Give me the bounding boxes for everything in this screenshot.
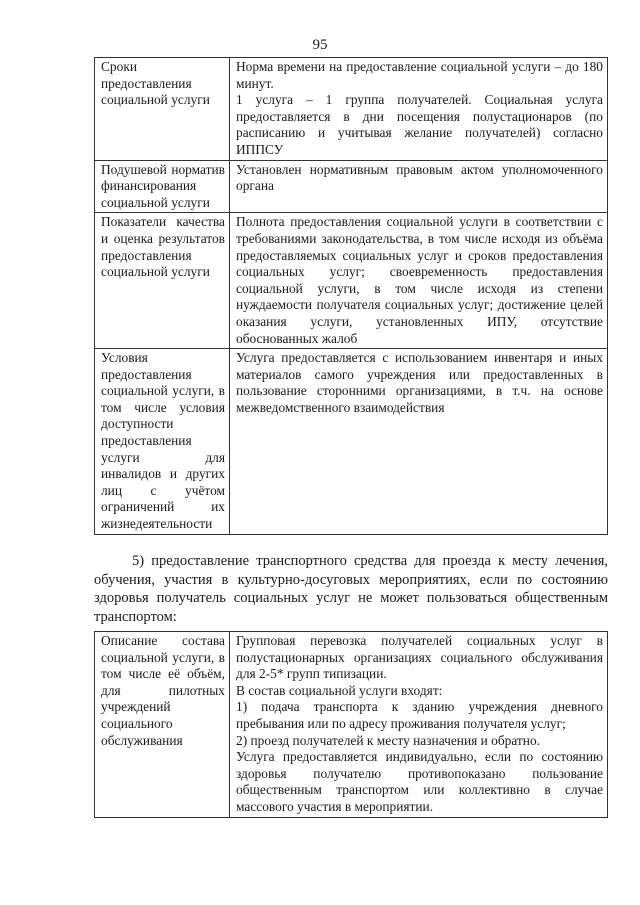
row-label: Сроки предоставления социальной услуги	[95, 58, 230, 161]
table-row	[95, 349, 608, 535]
service-terms-table	[94, 57, 608, 535]
content-paragraph: Установлен нормативным правовым актом уполномоченного органа	[236, 161, 603, 194]
table-row	[95, 632, 608, 818]
row-label: Показатели качества и оценка результатов предоставления социальной услуги	[95, 213, 230, 349]
table-row	[95, 160, 608, 213]
table-row	[95, 213, 608, 349]
content-paragraph: Услуга предоставляется индивидуально, если по состоянию здоровья получателю противопоказано пользование общественным транспортом или коллективно в случае массового участия в мероприятии.	[236, 749, 603, 814]
content-paragraph: 1) подача транспорта к зданию учреждения дневного пребывания или по адресу проживания получателя услуг;	[236, 699, 603, 731]
content-paragraph: Норма времени на предоставление социальной услуги – до 180 минут.	[236, 59, 603, 91]
content-paragraph: Услуга предоставляется с использованием инвентаря и иных материалов самого учреждения или предоставленных в пользование сторонними организациями, в т.ч. на основе межведомственного взаимодействия	[236, 350, 603, 415]
row-content	[230, 160, 608, 213]
content-paragraph: 1 услуга – 1 группа получателей. Социальная услуга предоставляется в дни посещения полустационаров (по расписанию и учитывая желание получателей) согласно ИППСУ	[236, 92, 603, 157]
row-content	[230, 213, 608, 349]
content-paragraph: В состав социальной услуги входят:	[236, 682, 443, 698]
page-number: 95	[312, 37, 328, 53]
content-paragraph: 2) проезд получателей к месту назначения и обратно.	[236, 732, 540, 748]
row-content	[230, 58, 608, 161]
service-item-paragraph: 5) предоставление транспортного средства для проезда к месту лечения, обучения, участия в культурно-досуговых мероприятиях, если по состоянию здоровья получатель социальных услуг не может пользоваться общественным транспортом:	[94, 553, 608, 625]
transport-service-table	[94, 631, 608, 818]
row-label: Условия предоставления социальной услуги, в том числе условия доступности предоставления услуги для инвалидов и других лиц с учётом ограничений их жизнедеятельности	[95, 349, 230, 535]
row-label: Описание состава социальной услуги, в том числе её объём, для пилотных учреждений социального обслуживания	[95, 632, 230, 818]
content-paragraph: Групповая перевозка получателей социальных услуг в полустационарных организациях социального обслуживания для 2-5* групп типизации.	[236, 633, 603, 682]
row-content	[230, 349, 608, 535]
table-row	[95, 58, 608, 161]
content-paragraph: Полнота предоставления социальной услуги в соответствии с требованиями законодательства, в том числе исходя из объёма предоставляемых социальных услуг и сроков предоставления социальных услуг; своевременность предоставления социальной услуги, в том числе исходя из степени нуждаемости получателя социальных услуг; достижение целей оказания услуги, установленных ИПУ, отсутствие обоснованных жалоб	[236, 214, 603, 346]
row-label: Подушевой норматив финансирования социальной услуги	[95, 160, 230, 213]
row-content	[230, 632, 608, 818]
